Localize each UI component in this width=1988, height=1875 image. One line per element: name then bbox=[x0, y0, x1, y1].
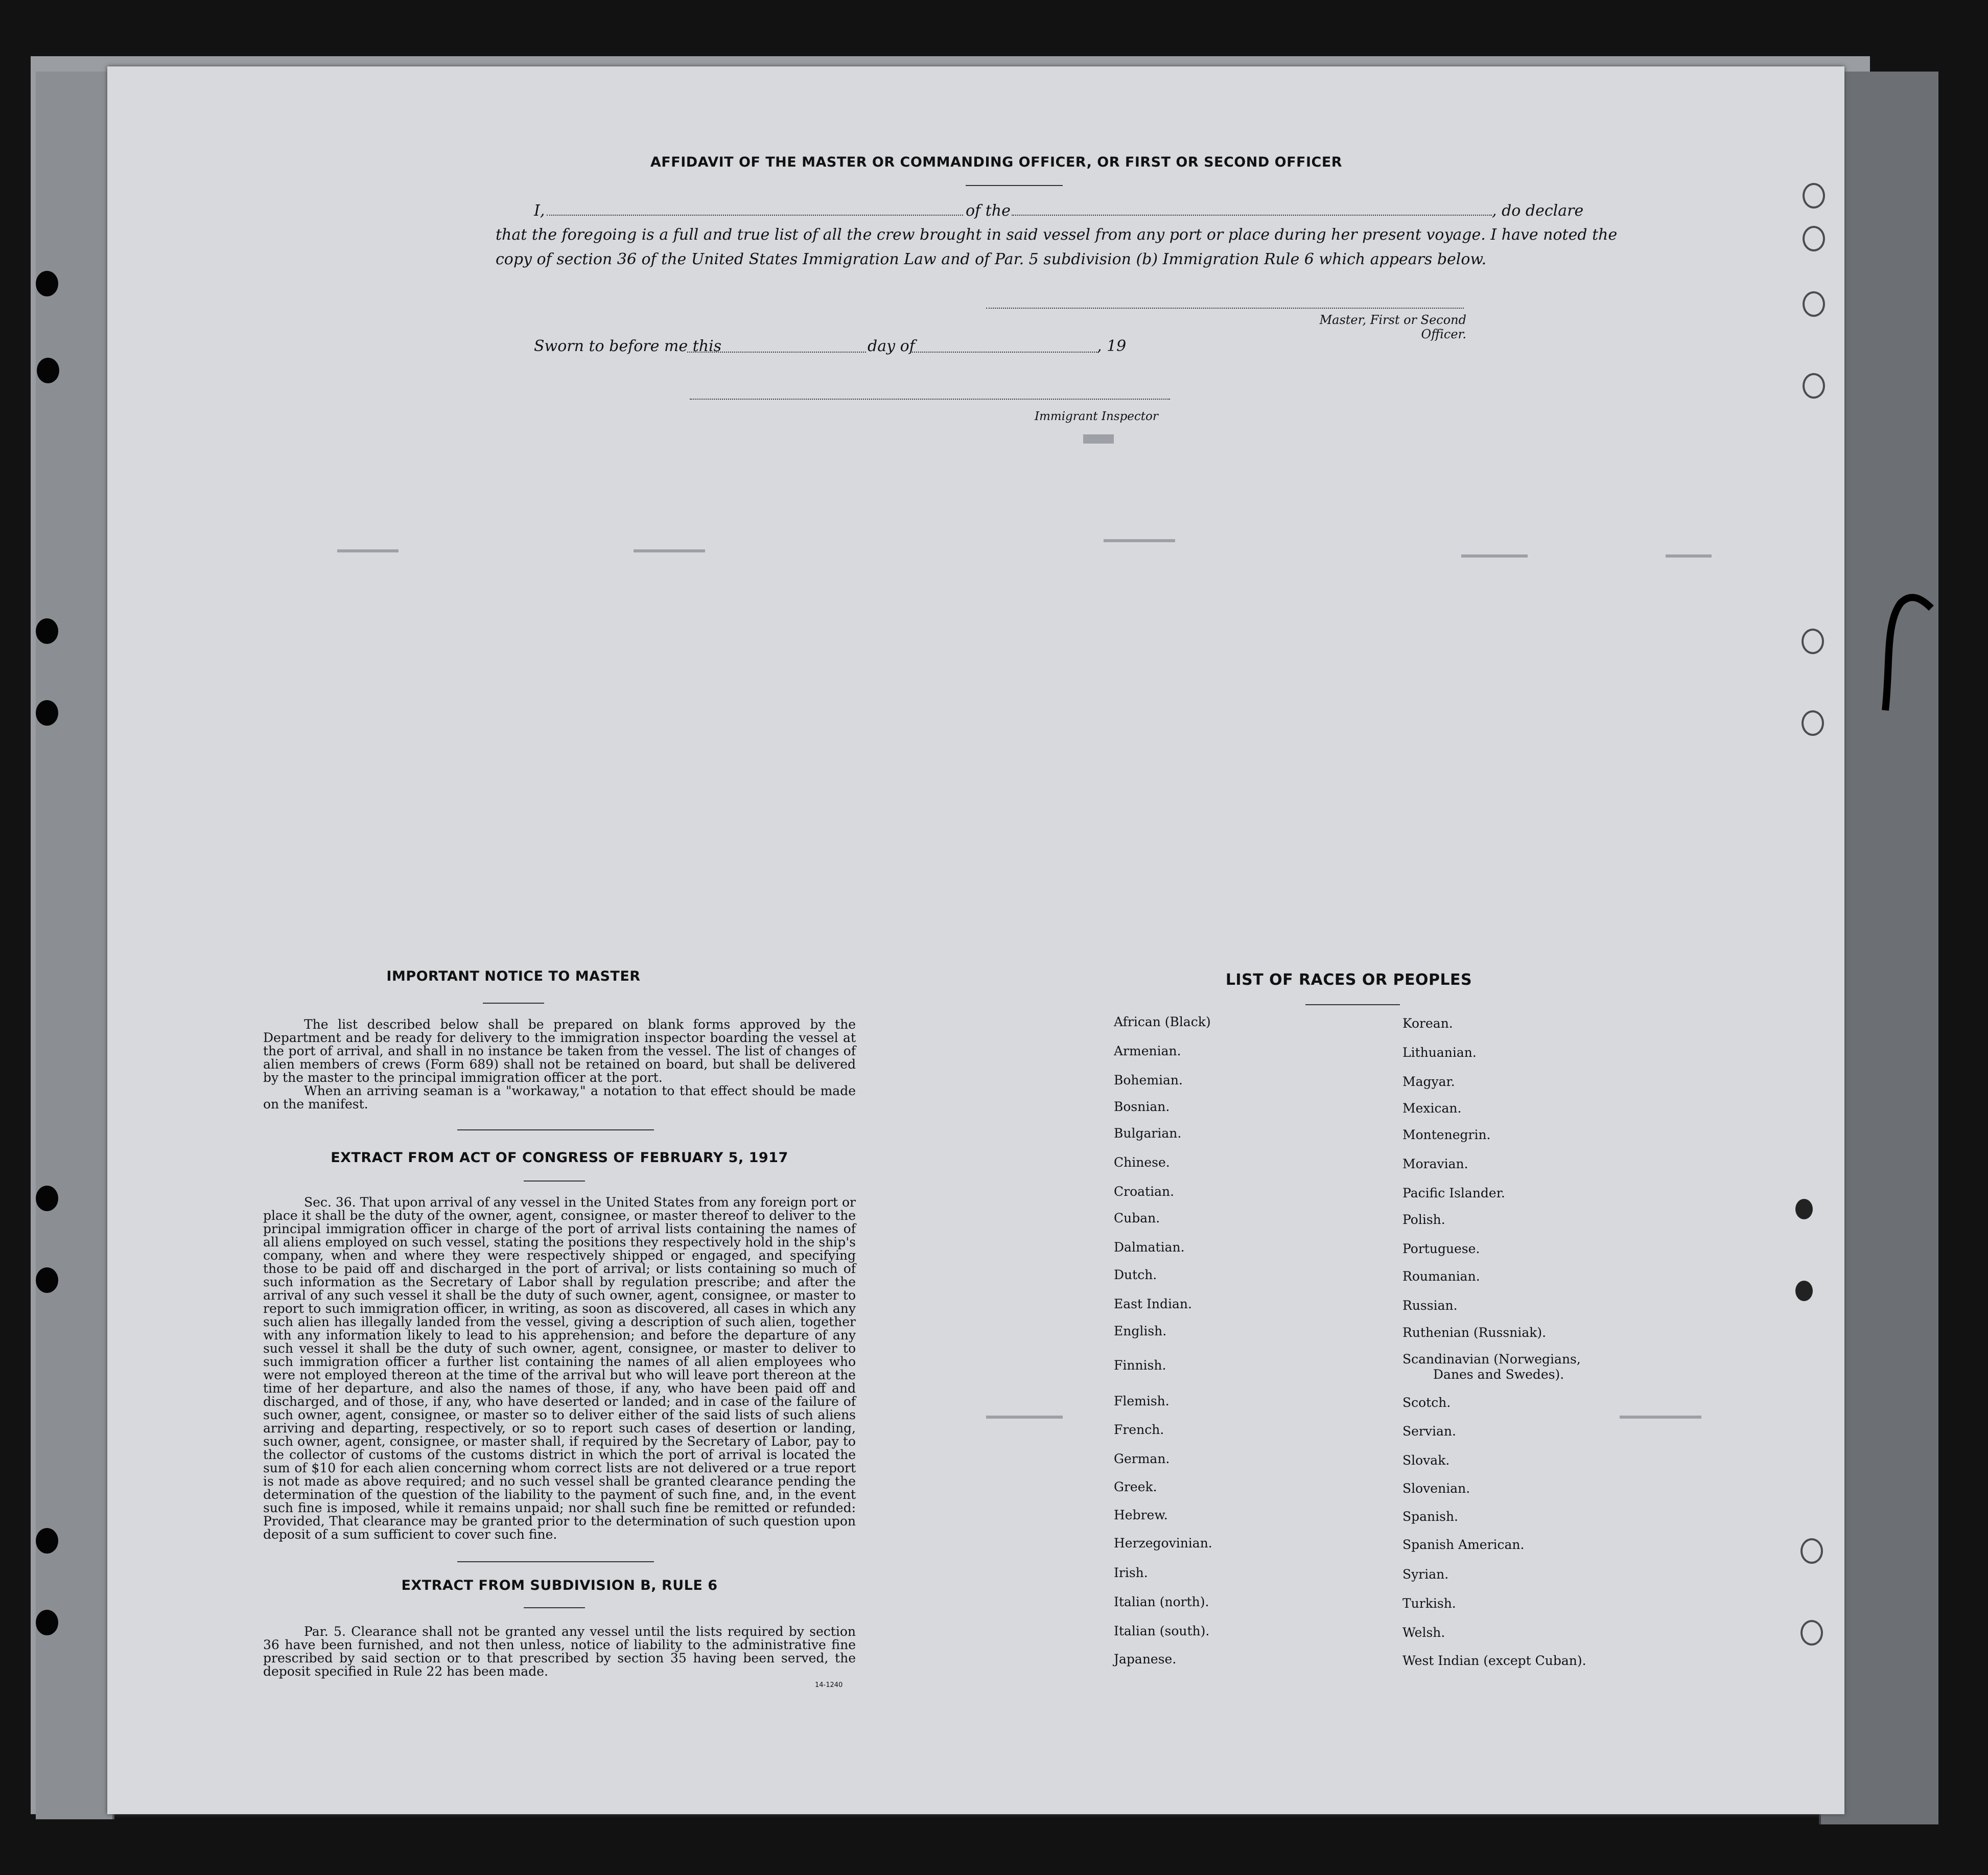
punch-hole bbox=[1795, 1199, 1813, 1219]
race-item: German. bbox=[1114, 1451, 1170, 1466]
notice-paragraph-1: The list described below shall be prepared on blank forms approved by the Department and be ready for delivery to the immigration inspector boarding the vessel at the port of arrival, and shall in no instance be taken from the vessel. The list of changes of alien members of crews (Form 689) shall not be retained on board, but shall be delivered by the master to the principal immigration officer at the port. bbox=[263, 1017, 856, 1085]
divider bbox=[966, 185, 1063, 186]
punch-hole bbox=[1800, 1620, 1823, 1646]
month-blank bbox=[910, 352, 1097, 353]
race-item: Irish. bbox=[1114, 1565, 1148, 1580]
bleed-mark bbox=[1461, 554, 1528, 558]
race-item: Spanish American. bbox=[1402, 1537, 1525, 1552]
race-item: West Indian (except Cuban). bbox=[1402, 1653, 1586, 1668]
affidavit-of-the: of the bbox=[966, 202, 1011, 220]
affidavit-line3: copy of section 36 of the United States Immigration Law and of Par. 5 subdivision (b) Immigration Rule 6 which appears below. bbox=[496, 250, 1487, 268]
race-item: Dalmatian. bbox=[1114, 1240, 1185, 1255]
race-item-continued: Danes and Swedes). bbox=[1433, 1367, 1564, 1382]
divider bbox=[483, 1003, 544, 1004]
ink-scribble bbox=[1880, 583, 1936, 715]
affidavit-title: AFFIDAVIT OF THE MASTER OR COMMANDING OFFICER, OR FIRST OR SECOND OFFICER bbox=[650, 154, 1343, 170]
race-item: Scandinavian (Norwegians, bbox=[1402, 1352, 1581, 1367]
bleed-mark bbox=[634, 549, 705, 552]
race-item: Turkish. bbox=[1402, 1596, 1456, 1611]
race-item: Cuban. bbox=[1114, 1211, 1160, 1225]
divider bbox=[524, 1180, 585, 1182]
binder-hole bbox=[37, 358, 59, 383]
smudge bbox=[1083, 434, 1114, 444]
binder-hole bbox=[36, 1186, 58, 1211]
act-title: EXTRACT FROM ACT OF CONGRESS OF FEBRUARY 5, 1917 bbox=[331, 1150, 788, 1166]
form-number: 14-1240 bbox=[815, 1681, 843, 1689]
bleed-mark bbox=[1666, 554, 1712, 558]
race-item: Mexican. bbox=[1402, 1101, 1462, 1116]
race-item: Italian (north). bbox=[1114, 1594, 1209, 1609]
punch-hole bbox=[1803, 183, 1825, 209]
race-item: Slovak. bbox=[1402, 1453, 1450, 1468]
notice-paragraph-2: When an arriving seaman is a "workaway," a notation to that effect should be made on the manifest. bbox=[263, 1083, 856, 1112]
race-item: Magyar. bbox=[1402, 1074, 1455, 1089]
binder-edge-left bbox=[36, 72, 114, 1819]
race-item: African (Black) bbox=[1114, 1014, 1211, 1029]
master-label: Master, First or Second Officer. bbox=[1319, 313, 1466, 341]
race-item: Japanese. bbox=[1114, 1652, 1177, 1666]
binder-hole bbox=[36, 1528, 58, 1554]
race-item: Montenegrin. bbox=[1402, 1127, 1491, 1142]
year-text: , 19 bbox=[1097, 337, 1127, 355]
master-signature-line bbox=[986, 308, 1464, 309]
day-blank bbox=[687, 352, 866, 353]
punch-hole bbox=[1803, 226, 1825, 251]
race-item: Spanish. bbox=[1402, 1509, 1459, 1524]
race-item: Flemish. bbox=[1114, 1394, 1170, 1408]
race-item: Syrian. bbox=[1402, 1567, 1449, 1582]
punch-hole bbox=[1802, 629, 1824, 654]
inspector-signature-line bbox=[690, 399, 1170, 400]
binder-hole bbox=[36, 271, 58, 296]
race-item: English. bbox=[1114, 1324, 1167, 1338]
race-item: Russian. bbox=[1402, 1298, 1458, 1313]
document-page bbox=[107, 66, 1844, 1814]
bleed-mark bbox=[1104, 539, 1175, 542]
divider bbox=[457, 1129, 654, 1130]
affidavit-line2: that the foregoing is a full and true list of all the crew brought in said vessel from any port or place during her present voyage. I have noted the bbox=[496, 226, 1618, 244]
binder-hole bbox=[36, 1610, 58, 1635]
race-item: Moravian. bbox=[1402, 1156, 1468, 1171]
affidavit-i: I, bbox=[534, 202, 545, 220]
notice-title: IMPORTANT NOTICE TO MASTER bbox=[386, 968, 641, 984]
race-item: Chinese. bbox=[1114, 1155, 1170, 1170]
race-item: Pacific Islander. bbox=[1402, 1186, 1505, 1200]
inspector-label: Immigrant Inspector bbox=[1035, 410, 1158, 423]
binder-hole bbox=[36, 700, 58, 726]
race-item: Herzegovinian. bbox=[1114, 1536, 1212, 1550]
divider bbox=[1305, 1004, 1400, 1005]
sworn-text: Sworn to before me this bbox=[534, 337, 722, 355]
race-item: Bulgarian. bbox=[1114, 1126, 1182, 1141]
race-item: Bosnian. bbox=[1114, 1099, 1170, 1114]
punch-hole bbox=[1802, 710, 1824, 736]
binder-hole bbox=[36, 1267, 58, 1293]
race-item: Hebrew. bbox=[1114, 1508, 1168, 1522]
race-item: Armenian. bbox=[1114, 1044, 1181, 1058]
race-item: Slovenian. bbox=[1402, 1481, 1470, 1496]
divider bbox=[457, 1561, 654, 1562]
bleed-mark bbox=[337, 549, 399, 552]
affidavit-declare: , do declare bbox=[1492, 202, 1584, 220]
races-title: LIST OF RACES OR PEOPLES bbox=[1225, 971, 1472, 989]
vessel-blank bbox=[1012, 215, 1492, 216]
race-item: Scotch. bbox=[1402, 1395, 1451, 1410]
race-item: Croatian. bbox=[1114, 1184, 1175, 1199]
punch-hole bbox=[1800, 1538, 1823, 1564]
race-item: Italian (south). bbox=[1114, 1624, 1210, 1638]
race-item: Lithuanian. bbox=[1402, 1045, 1477, 1060]
race-item: Korean. bbox=[1402, 1016, 1453, 1031]
act-section-36: Sec. 36. That upon arrival of any vessel in the United States from any foreign port or place it shall be the duty of the owner, agent, consignee, or master thereof to deliver to the principal immigration officer in charge of the port of arrival lists containing the names of all aliens employed on such vessel, stating the positions they respectively hold in the ship's company, when and where they were respectively shipped or engaged, and specifying those to be paid off and discharged in the port of arrival; or lists containing so much of such information as the Secretary of Labor shall by regulation prescribe; and after the arrival of any such vessel it shall be the duty of such owner, agent, consignee, or master to report to such immigration officer, in writing, as soon as discovered, all cases in which any such alien has illegally landed from the vessel, giving a description of such alien, together with any information likely to lead to his apprehension; and before the departure of any such vessel it shall be the duty of such owner, agent, consignee, or master to deliver to such immigration officer a further list containing the names of all alien employees who were not employed thereon at the time of the arrival but who will leave port thereon at the time of her departure, and also the names of those, if any, who have been paid off and discharged, and of those, if any, who have deserted or landed; and in case of the failure of such owner, agent, consignee, or master so to deliver either of the said lists of such aliens arriving and departing, respectively, or so to report such cases of desertion or landing, such owner, agent, consignee, or master shall, if required by the Secretary of Labor, pay to the collector of customs of the customs district in which the port of arrival is located the sum of $10 for each alien concerning whom correct lists are not delivered or a true report is not made as above required; and no such vessel shall be granted clearance pending the determination of the question of the liability to the payment of such fine, and, in the event such fine is imposed, while it remains unpaid; nor shall such fine be remitted or refunded: Provided, That clearance may be granted prior to the determination of such question upon deposit of a sum sufficient to cover such fine. bbox=[263, 1195, 856, 1542]
bleed-mark bbox=[986, 1416, 1063, 1419]
race-item: East Indian. bbox=[1114, 1297, 1192, 1311]
race-item: Greek. bbox=[1114, 1479, 1157, 1494]
race-item: Servian. bbox=[1402, 1424, 1456, 1439]
race-item: Ruthenian (Russniak). bbox=[1402, 1325, 1547, 1340]
bleed-mark bbox=[1620, 1416, 1701, 1419]
race-item: Dutch. bbox=[1114, 1267, 1157, 1282]
punch-hole bbox=[1795, 1281, 1813, 1301]
punch-hole bbox=[1803, 291, 1825, 317]
punch-hole bbox=[1803, 373, 1825, 399]
rule6-title: EXTRACT FROM SUBDIVISION B, RULE 6 bbox=[401, 1578, 718, 1593]
name-blank bbox=[547, 215, 963, 216]
day-of-text: day of bbox=[868, 337, 915, 355]
rule6-paragraph: Par. 5. Clearance shall not be granted any vessel until the lists required by section 36 have been furnished, and not then unless, notice of liability to the administrative fine prescribed by said section or to that prescribed by section 35 having been served, the deposit specified in Rule 22 has been made. bbox=[263, 1624, 856, 1679]
race-item: Bohemian. bbox=[1114, 1073, 1183, 1087]
race-item: Welsh. bbox=[1402, 1625, 1445, 1640]
divider bbox=[524, 1607, 585, 1608]
race-item: Finnish. bbox=[1114, 1358, 1166, 1373]
race-item: Roumanian. bbox=[1402, 1269, 1480, 1284]
race-item: French. bbox=[1114, 1422, 1164, 1437]
race-item: Portuguese. bbox=[1402, 1241, 1480, 1256]
binder-hole bbox=[36, 618, 58, 644]
race-item: Polish. bbox=[1402, 1212, 1445, 1227]
